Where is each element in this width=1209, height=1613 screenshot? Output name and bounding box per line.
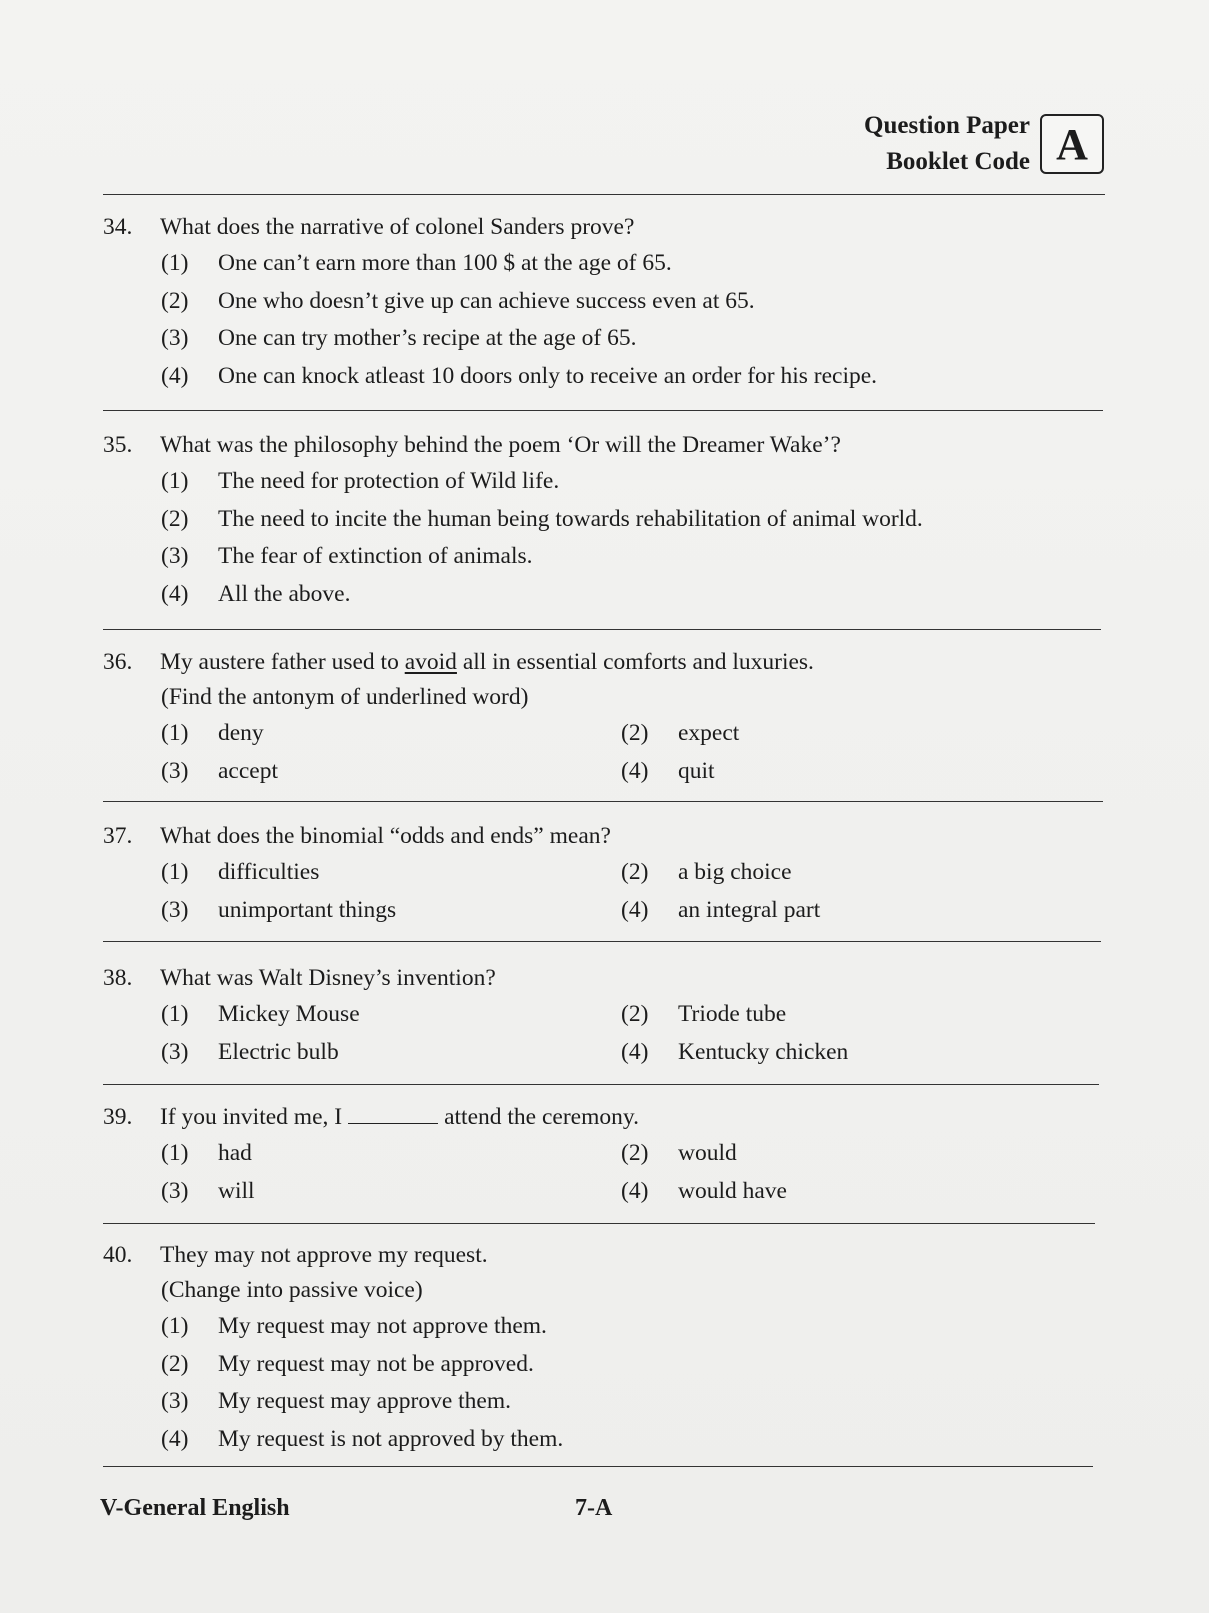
question-instruction: (Find the antonym of underlined word)	[161, 684, 529, 710]
option-text: an integral part	[678, 896, 821, 923]
option[interactable]	[103, 538, 923, 576]
option[interactable]	[103, 1421, 563, 1459]
option-number: (3)	[161, 1038, 189, 1065]
option[interactable]	[161, 892, 621, 930]
option-text: would	[678, 1140, 737, 1166]
option-number: (1)	[161, 250, 189, 276]
option-number: (4)	[621, 1177, 649, 1204]
option[interactable]	[161, 996, 621, 1034]
option[interactable]	[161, 753, 621, 791]
option-text: Kentucky chicken	[678, 1038, 849, 1065]
option[interactable]	[161, 715, 621, 753]
options-grid	[103, 715, 921, 790]
booklet-code-header	[864, 108, 1104, 180]
option-text: expect	[678, 720, 740, 746]
option[interactable]	[103, 320, 877, 358]
question-number: 37.	[103, 823, 133, 849]
option-text: My request may not approve them.	[218, 1313, 547, 1339]
option-text: quit	[678, 757, 715, 784]
option-text: Electric bulb	[218, 1038, 339, 1065]
option[interactable]	[103, 463, 923, 501]
question-34	[103, 210, 877, 395]
option-text: My request may approve them.	[218, 1388, 512, 1414]
divider	[103, 1223, 1095, 1224]
question-number: 36.	[103, 649, 133, 675]
option-number: (1)	[161, 859, 189, 885]
header-line-1: Question Paper	[864, 112, 1030, 139]
question-text-part: My austere father used to	[160, 649, 405, 675]
fill-in-blank	[348, 1105, 438, 1124]
option-text: All the above.	[218, 580, 351, 607]
option[interactable]	[103, 358, 877, 396]
option-number: (1)	[161, 468, 189, 494]
question-text: What does the narrative of colonel Sanders prove?	[160, 214, 635, 240]
option[interactable]	[621, 1135, 921, 1173]
option-number: (4)	[161, 580, 189, 607]
option[interactable]	[161, 854, 621, 892]
option[interactable]	[103, 1383, 563, 1421]
footer-page-number: 7-A	[575, 1495, 613, 1521]
option-text: The need for protection of Wild life.	[218, 468, 560, 494]
divider	[103, 194, 1105, 195]
option-text: accept	[218, 757, 279, 784]
footer-subject: V-General English	[100, 1495, 290, 1521]
option-number: (3)	[161, 1388, 189, 1414]
option-number: (2)	[161, 505, 189, 532]
question-text	[160, 1100, 639, 1135]
option-text: The fear of extinction of animals.	[218, 543, 533, 569]
question-number: 35.	[103, 432, 133, 458]
question-37	[103, 819, 921, 929]
option-number: (3)	[161, 896, 189, 923]
divider	[103, 1084, 1099, 1085]
divider	[103, 629, 1101, 630]
question-number: 39.	[103, 1104, 133, 1130]
question-text-part: all in essential comforts and luxuries.	[456, 649, 814, 675]
option-text: One can try mother’s recipe at the age of 65.	[218, 325, 637, 351]
question-number: 34.	[103, 214, 133, 240]
option-text: Triode tube	[678, 1001, 787, 1027]
option-number: (4)	[621, 1038, 649, 1065]
option[interactable]	[103, 245, 877, 283]
option[interactable]	[621, 1034, 921, 1072]
question-40	[103, 1238, 563, 1458]
option-number: (2)	[621, 720, 649, 746]
booklet-code-box: A	[1040, 114, 1104, 174]
option-number: (2)	[621, 1140, 649, 1166]
option-text: One who doesn’t give up can achieve success even at 65.	[218, 287, 755, 314]
option[interactable]	[103, 1308, 563, 1346]
question-35	[103, 428, 923, 613]
option-text: will	[218, 1177, 255, 1204]
question-39	[103, 1100, 921, 1210]
option-number: (4)	[161, 362, 189, 389]
option-number: (4)	[161, 1425, 189, 1452]
option[interactable]	[161, 1173, 621, 1211]
option-number: (1)	[161, 720, 189, 746]
option-number: (1)	[161, 1140, 189, 1166]
option-number: (1)	[161, 1313, 189, 1339]
option[interactable]	[621, 854, 921, 892]
question-text-part: attend the ceremony.	[444, 1104, 639, 1130]
question-instruction: (Change into passive voice)	[161, 1277, 423, 1303]
option-text: a big choice	[678, 859, 792, 885]
option-number: (4)	[621, 757, 649, 784]
option-number: (3)	[161, 543, 189, 569]
option[interactable]	[621, 753, 921, 791]
divider	[103, 801, 1103, 802]
option-text: One can’t earn more than 100 $ at the age of 65.	[218, 250, 672, 276]
option-text: had	[218, 1140, 252, 1166]
option-number: (2)	[621, 859, 649, 885]
question-text	[160, 645, 814, 680]
question-number: 38.	[103, 965, 133, 991]
option-text: deny	[218, 720, 264, 746]
booklet-code-label	[864, 108, 1030, 180]
option-text: would have	[678, 1177, 787, 1204]
option-number: (2)	[161, 1350, 189, 1377]
option-number: (3)	[161, 325, 189, 351]
option[interactable]	[621, 892, 921, 930]
question-36	[103, 645, 921, 790]
question-text: What was the philosophy behind the poem ‘Or will the Dreamer Wake’?	[160, 432, 841, 458]
option-number: (3)	[161, 1177, 189, 1204]
option[interactable]	[103, 576, 923, 614]
option-number: (2)	[621, 1001, 649, 1027]
option[interactable]	[161, 1135, 621, 1173]
header-line-2: Booklet Code	[886, 148, 1030, 175]
option[interactable]	[621, 715, 921, 753]
options-grid	[103, 1135, 921, 1210]
question-text: What was Walt Disney’s invention?	[160, 965, 496, 991]
option[interactable]	[103, 501, 923, 539]
divider	[103, 941, 1101, 942]
question-text: What does the binomial “odds and ends” mean?	[160, 823, 611, 849]
option-number: (2)	[161, 287, 189, 314]
options-grid	[103, 854, 921, 929]
question-38	[103, 961, 921, 1071]
option-text: One can knock atleast 10 doors only to receive an order for his recipe.	[218, 362, 878, 389]
option[interactable]	[621, 996, 921, 1034]
option-text: Mickey Mouse	[218, 1001, 360, 1027]
option-number: (4)	[621, 896, 649, 923]
option[interactable]	[103, 1346, 563, 1384]
option[interactable]	[103, 283, 877, 321]
option-number: (3)	[161, 757, 189, 784]
option-number: (1)	[161, 1001, 189, 1027]
question-text-part: If you invited me, I	[160, 1104, 343, 1130]
divider	[103, 1466, 1093, 1467]
question-text: They may not approve my request.	[160, 1242, 488, 1268]
option-text: The need to incite the human being towards rehabilitation of animal world.	[218, 505, 923, 532]
question-number: 40.	[103, 1242, 133, 1268]
divider	[103, 410, 1103, 411]
option-text: My request is not approved by them.	[218, 1425, 564, 1452]
option-text: difficulties	[218, 859, 320, 885]
option[interactable]	[621, 1173, 921, 1211]
options-grid	[103, 996, 921, 1071]
option-text: My request may not be approved.	[218, 1350, 534, 1377]
underlined-word: avoid	[404, 649, 457, 675]
option[interactable]	[161, 1034, 621, 1072]
option-text: unimportant things	[218, 896, 397, 923]
